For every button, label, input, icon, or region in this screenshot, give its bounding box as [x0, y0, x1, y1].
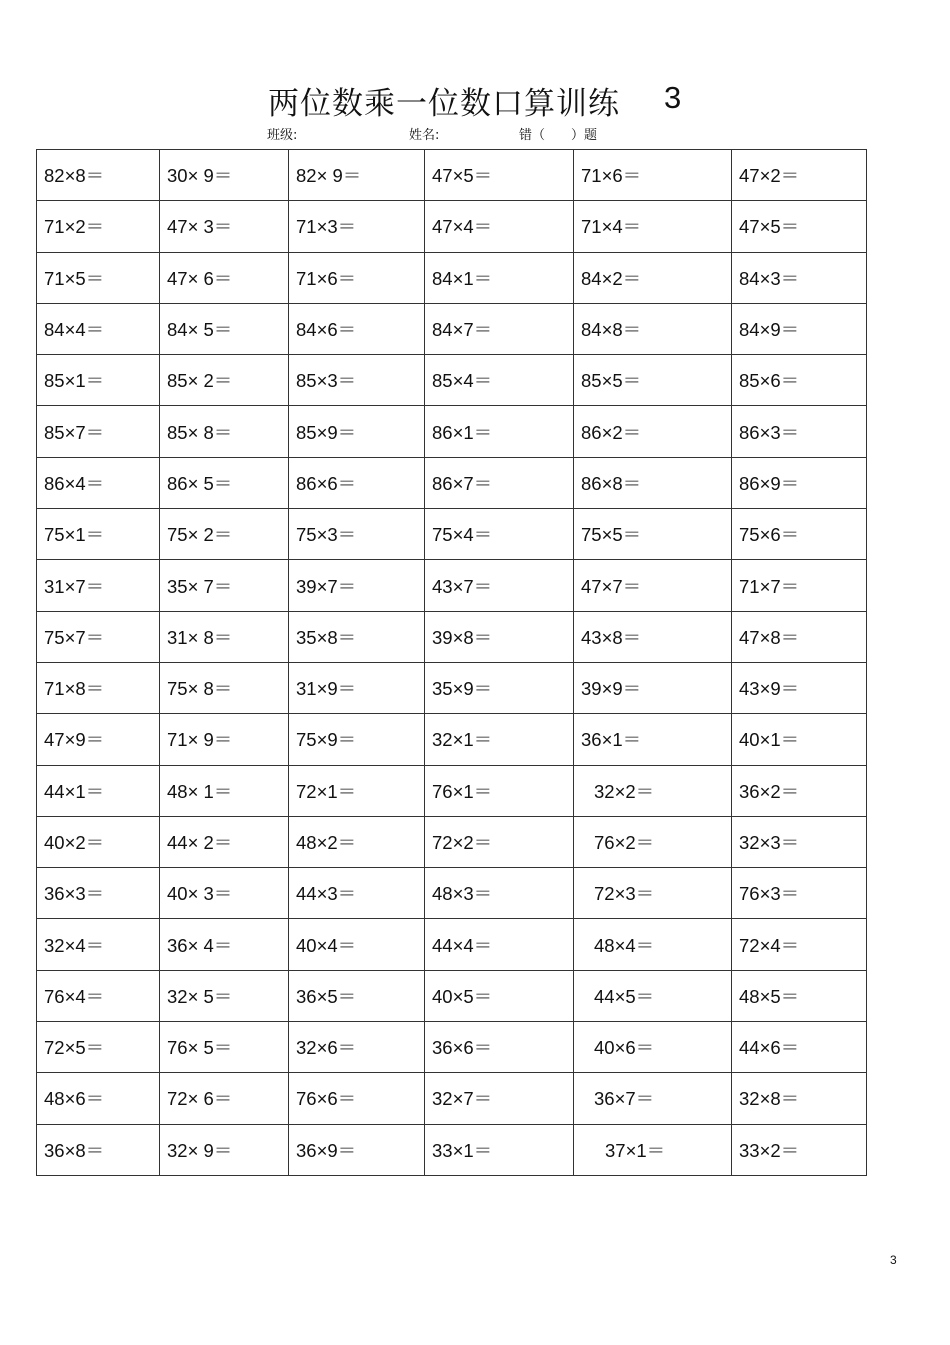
problem-cell[interactable]: 39×7＝: [289, 560, 425, 611]
problem-cell[interactable]: 85×6＝: [732, 355, 867, 406]
problem-row: [37, 303, 867, 354]
problem-cell[interactable]: 40× 3＝: [160, 868, 289, 919]
problem-cell[interactable]: 48×4＝: [574, 919, 732, 970]
problem-cell[interactable]: 84×6＝: [289, 303, 425, 354]
problem-cell[interactable]: 72×3＝: [574, 868, 732, 919]
problem-cell[interactable]: 86×8＝: [574, 457, 732, 508]
problem-cell[interactable]: 32×3＝: [732, 816, 867, 867]
problem-cell[interactable]: 75×9＝: [289, 714, 425, 765]
problem-row: [37, 611, 867, 662]
problem-cell[interactable]: 40×5＝: [425, 970, 574, 1021]
problem-cell[interactable]: 35×9＝: [425, 662, 574, 713]
problem-cell[interactable]: 75×7＝: [37, 611, 160, 662]
problem-cell[interactable]: 44×4＝: [425, 919, 574, 970]
problem-cell[interactable]: 47×8＝: [732, 611, 867, 662]
problem-cell[interactable]: 43×7＝: [425, 560, 574, 611]
problem-cell[interactable]: 43×8＝: [574, 611, 732, 662]
problem-cell[interactable]: 31×9＝: [289, 662, 425, 713]
problem-row: [37, 1022, 867, 1073]
problem-cell[interactable]: 86×1＝: [425, 406, 574, 457]
problem-cell[interactable]: 75×6＝: [732, 509, 867, 560]
problem-cell[interactable]: 31×7＝: [37, 560, 160, 611]
problem-cell[interactable]: 86×3＝: [732, 406, 867, 457]
problem-cell[interactable]: 39×8＝: [425, 611, 574, 662]
problem-cell[interactable]: 31× 8＝: [160, 611, 289, 662]
problem-cell[interactable]: 85×9＝: [289, 406, 425, 457]
problem-cell[interactable]: 71×7＝: [732, 560, 867, 611]
problem-cell[interactable]: 71×6＝: [289, 252, 425, 303]
class-label: 班级:: [267, 128, 298, 143]
problem-cell[interactable]: 82× 9＝: [289, 150, 425, 201]
problem-cell[interactable]: 44×3＝: [289, 868, 425, 919]
problem-cell[interactable]: 76×1＝: [425, 765, 574, 816]
problem-cell[interactable]: 48× 1＝: [160, 765, 289, 816]
problem-cell[interactable]: 75× 8＝: [160, 662, 289, 713]
problem-row: [37, 560, 867, 611]
problem-cell[interactable]: 84×7＝: [425, 303, 574, 354]
problem-cell[interactable]: 76×6＝: [289, 1073, 425, 1124]
problem-cell[interactable]: 47×4＝: [425, 201, 574, 252]
problem-row: [37, 868, 867, 919]
problem-cell[interactable]: 72×4＝: [732, 919, 867, 970]
wrong-count-label: 错（ ）题: [519, 128, 598, 143]
problem-cell[interactable]: 48×5＝: [732, 970, 867, 1021]
problem-cell[interactable]: 75× 2＝: [160, 509, 289, 560]
problem-cell[interactable]: 36×9＝: [289, 1124, 425, 1175]
problem-cell[interactable]: 75×4＝: [425, 509, 574, 560]
problem-row: [37, 406, 867, 457]
problem-cell[interactable]: 75×1＝: [37, 509, 160, 560]
problem-row: [37, 919, 867, 970]
problem-cell[interactable]: 82×8＝: [37, 150, 160, 201]
problem-cell[interactable]: 71×5＝: [37, 252, 160, 303]
problem-cell[interactable]: 71× 9＝: [160, 714, 289, 765]
problem-cell[interactable]: 86×6＝: [289, 457, 425, 508]
problem-cell[interactable]: 85× 2＝: [160, 355, 289, 406]
problem-cell[interactable]: 86×2＝: [574, 406, 732, 457]
problem-cell[interactable]: 39×9＝: [574, 662, 732, 713]
problem-cell[interactable]: 86× 5＝: [160, 457, 289, 508]
worksheet-number: 3: [664, 80, 682, 115]
problem-cell[interactable]: 37×1＝: [574, 1124, 732, 1175]
problem-cell[interactable]: 85×4＝: [425, 355, 574, 406]
problem-cell[interactable]: 33×1＝: [425, 1124, 574, 1175]
problem-cell[interactable]: 36×2＝: [732, 765, 867, 816]
problem-cell[interactable]: 32×4＝: [37, 919, 160, 970]
problem-cell[interactable]: 35× 7＝: [160, 560, 289, 611]
problem-cell[interactable]: 76×3＝: [732, 868, 867, 919]
problem-row: [37, 150, 867, 201]
problem-cell[interactable]: 40×1＝: [732, 714, 867, 765]
problem-cell[interactable]: 76×2＝: [574, 816, 732, 867]
problem-cell[interactable]: 48×6＝: [37, 1073, 160, 1124]
problem-cell[interactable]: 86×9＝: [732, 457, 867, 508]
problem-cell[interactable]: 48×3＝: [425, 868, 574, 919]
problem-cell[interactable]: 40×2＝: [37, 816, 160, 867]
problem-cell[interactable]: 48×2＝: [289, 816, 425, 867]
problem-cell[interactable]: 71×2＝: [37, 201, 160, 252]
problem-cell[interactable]: 84×2＝: [574, 252, 732, 303]
problem-cell[interactable]: 84×8＝: [574, 303, 732, 354]
problem-grid: [36, 149, 867, 1176]
problem-cell[interactable]: 72×5＝: [37, 1022, 160, 1073]
problem-cell[interactable]: 32×7＝: [425, 1073, 574, 1124]
problem-cell[interactable]: 44×6＝: [732, 1022, 867, 1073]
problem-cell[interactable]: 75×5＝: [574, 509, 732, 560]
problem-cell[interactable]: 71×3＝: [289, 201, 425, 252]
problem-cell[interactable]: 47×2＝: [732, 150, 867, 201]
problem-cell[interactable]: 36×5＝: [289, 970, 425, 1021]
problem-cell[interactable]: 85×3＝: [289, 355, 425, 406]
problem-row: [37, 765, 867, 816]
problem-cell[interactable]: 44×1＝: [37, 765, 160, 816]
problem-cell[interactable]: 40×4＝: [289, 919, 425, 970]
problem-row: [37, 816, 867, 867]
problem-row: [37, 1124, 867, 1175]
problem-cell[interactable]: 47×9＝: [37, 714, 160, 765]
problem-cell[interactable]: 71×4＝: [574, 201, 732, 252]
problem-cell[interactable]: 32× 9＝: [160, 1124, 289, 1175]
problem-cell[interactable]: 47× 3＝: [160, 201, 289, 252]
problem-cell[interactable]: 85×1＝: [37, 355, 160, 406]
problem-row: [37, 355, 867, 406]
problem-cell[interactable]: 44× 2＝: [160, 816, 289, 867]
page-number: 3: [890, 1253, 897, 1267]
problem-cell[interactable]: 86×4＝: [37, 457, 160, 508]
problem-cell[interactable]: 36×7＝: [574, 1073, 732, 1124]
problem-cell[interactable]: 47×5＝: [425, 150, 574, 201]
problem-cell[interactable]: 32×8＝: [732, 1073, 867, 1124]
problem-row: [37, 1073, 867, 1124]
problem-cell[interactable]: 71×8＝: [37, 662, 160, 713]
problem-cell[interactable]: 36×8＝: [37, 1124, 160, 1175]
problem-cell[interactable]: 47× 6＝: [160, 252, 289, 303]
problem-cell[interactable]: 86×7＝: [425, 457, 574, 508]
problem-cell[interactable]: 47×7＝: [574, 560, 732, 611]
problem-cell[interactable]: 72×2＝: [425, 816, 574, 867]
problem-row: [37, 252, 867, 303]
problem-cell[interactable]: 32×1＝: [425, 714, 574, 765]
problem-cell[interactable]: 36×1＝: [574, 714, 732, 765]
problem-row: [37, 457, 867, 508]
worksheet-title: 两位数乘一位数口算训练: [268, 86, 620, 122]
problem-cell[interactable]: 76×4＝: [37, 970, 160, 1021]
problem-cell[interactable]: 72× 6＝: [160, 1073, 289, 1124]
problem-cell[interactable]: 32× 5＝: [160, 970, 289, 1021]
problem-cell[interactable]: 72×1＝: [289, 765, 425, 816]
problem-cell[interactable]: 36×3＝: [37, 868, 160, 919]
problem-cell[interactable]: 32×6＝: [289, 1022, 425, 1073]
problem-cell[interactable]: 84×3＝: [732, 252, 867, 303]
problem-cell[interactable]: 35×8＝: [289, 611, 425, 662]
problem-cell[interactable]: 33×2＝: [732, 1124, 867, 1175]
problem-row: [37, 662, 867, 713]
problem-row: [37, 201, 867, 252]
problem-cell[interactable]: 85×7＝: [37, 406, 160, 457]
problem-cell[interactable]: 36×6＝: [425, 1022, 574, 1073]
problem-cell[interactable]: 44×5＝: [574, 970, 732, 1021]
problem-cell[interactable]: 76× 5＝: [160, 1022, 289, 1073]
problem-row: [37, 509, 867, 560]
problem-cell[interactable]: 75×3＝: [289, 509, 425, 560]
problem-cell[interactable]: 40×6＝: [574, 1022, 732, 1073]
problem-cell[interactable]: 36× 4＝: [160, 919, 289, 970]
name-label: 姓名:: [409, 128, 440, 143]
problem-cell[interactable]: 84×1＝: [425, 252, 574, 303]
problem-cell[interactable]: 30× 9＝: [160, 150, 289, 201]
problem-cell[interactable]: 85× 8＝: [160, 406, 289, 457]
problem-cell[interactable]: 43×9＝: [732, 662, 867, 713]
problem-row: [37, 970, 867, 1021]
problem-cell[interactable]: 84×9＝: [732, 303, 867, 354]
problem-cell[interactable]: 32×2＝: [574, 765, 732, 816]
problem-cell[interactable]: 84× 5＝: [160, 303, 289, 354]
problem-cell[interactable]: 84×4＝: [37, 303, 160, 354]
problem-row: [37, 714, 867, 765]
problem-cell[interactable]: 85×5＝: [574, 355, 732, 406]
problem-cell[interactable]: 47×5＝: [732, 201, 867, 252]
problem-cell[interactable]: 71×6＝: [574, 150, 732, 201]
